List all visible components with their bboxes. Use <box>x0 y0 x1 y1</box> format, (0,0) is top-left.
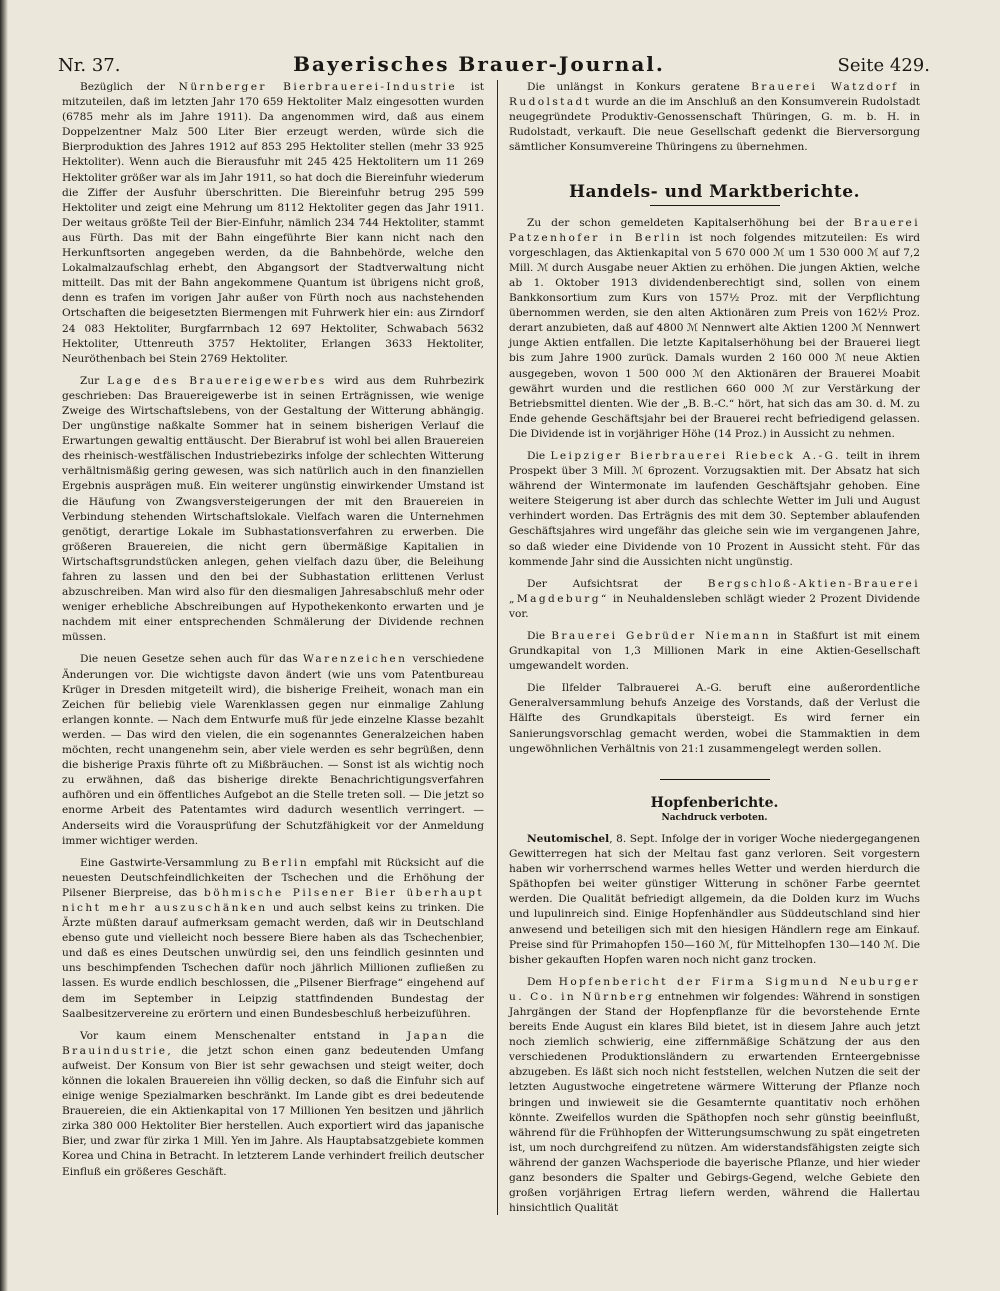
article-paragraph: Die neuen Gesetze sehen auch für das Warenzeichen verschiedene Änderungen vor. Die wichtigste davon ändert (wie uns vom Patentbureau Krüger in Dresden mitgeteilt wird), die bisherige Freiheit, wonach man ein Zeichen für beliebig viele Warenklassen gegen nur einmalige Zahlung erlangen konnte. — Nach dem Entwurfe muß für jede einzelne Klasse bezahlt werden. — Das wird den vielen, die ein sogenanntes Generalzeichen haben möchten, recht unangenehm sein, aber viele werden es sehr begrüßen, denn die bisherige Praxis führte oft zu Mißbräuchen. — Sonst ist als wichtig noch zu erwähnen, daß das bisherige direkte Benachrichtigungsverfahren aufhören und ein öffentliches Aufgebot an die Stelle treten soll. — Die jetzt so enorme Arbeit des Patentamtes wird dadurch wesentlich verringert. — Anderseits wird die Vorausprüfung der Schutzfähigkeit vor der Anmeldung immer wichtiger werden. <box>62 653 484 847</box>
spaced-emphasis: Berlin <box>261 856 310 869</box>
spaced-emphasis: Lage des Brauereigewerbes <box>107 374 327 387</box>
hop-reports-articles <box>509 832 920 1216</box>
spaced-emphasis: Japan <box>406 1029 450 1042</box>
column-divider <box>497 80 498 1215</box>
spaced-emphasis: Warenzeichen <box>303 653 408 666</box>
spaced-emphasis: Brauerei Watzdorf <box>751 81 899 93</box>
right-intro-articles <box>509 80 920 155</box>
article-paragraph: Zu der schon gemeldeten Kapitalserhöhung bei der Brauerei Patzenhofer in Berlin ist noch folgendes mitzuteilen: Es wird vorgeschlagen, das Aktienkapital von 5 670 000 ℳ um 1 530 000 ℳ auf 7,2 Mill. ℳ durch Ausgabe neuer Aktien zu erhöhen. Die jungen Aktien, welche ab 1. Oktober 1913 dividendenberechtigt sind, sollen von einem Bankkonsortium zum Kurs von 157½ Proz. mit der Verpflichtung übernommen werden, sie den alten Aktionären zum Preis von 162½ Proz. derart anzubieten, daß auf 4800 ℳ Nennwert alte Aktien 1200 ℳ Nennwert junge Aktien entfallen. Die letzte Kapitalserhöhung bei der Brauerei liegt bis zum Jahre 1900 zurück. Damals wurden 2 160 000 ℳ neue Aktien ausgegeben, wovon 1 500 000 ℳ den Aktionären der Brauerei Moabit gewährt wurden und die restlichen 660 000 ℳ zur Verstärkung der Betriebsmittel dienten. Wie der „B. B.-C.“ hört, hat sich das am 30. d. M. zu Ende gehende Geschäftsjahr bei der Brauerei recht befriedigend gelassen. Die Dividende ist in vorjähriger Höhe (14 Proz.) in Aussicht zu nehmen. <box>509 216 920 440</box>
article-paragraph: Der Aufsichtsrat der Bergschloß-Aktien-Brauerei „Magdeburg“ in Neuhaldensleben schlägt wieder 2 Prozent Dividende vor. <box>509 577 920 620</box>
page-header <box>58 46 930 76</box>
spaced-emphasis: Brauindustrie <box>62 1044 168 1057</box>
article-paragraph: Zur Lage des Brauereigewerbes wird aus dem Ruhrbezirk geschrieben: Das Brauereigewerbe ist in seinen Erträgnissen, wie wenige Zweige des Wirtschaftslebens, von der Gestaltung der Witterung abhängig. Der ungünstige naßkalte Sommer hat in seinem bisherigen Verlauf die Erwartungen gewaltig enttäuscht. Der Bierabruf ist wohl bei allen Brauereien des rheinisch-westfälischen Industriebezirks infolge der schlechten Witterung verhältnismäßig gering gewesen, was sich natürlich auch in den finanziellen Ergebnis ausprägen muß. Ein weiterer ungünstig einwirkender Umstand ist die Häufung von Zwangsversteigerungen der mit den Brauereien in Verbindung stehenden Wirtschaftslokale. Vielfach waren die Unternehmen genötigt, derartige Lokale im Subhastationsverfahren zu erwerben. Die größeren Brauereien, die nicht gern übermäßige Kapitalien in Wirtschaftsgrundstücken anlegen, gehen vielfach dazu über, die Beleihung fahren zu lassen und den bei der Subhastation erlittenen Verlust abzuschreiben. Man wird also für den diesmaligen Jahresabschluß mehr oder weniger erhebliche Abschreibungen auf Hypothekenkonto erwarten und je nachdem mit einer entsprechenden Schmälerung der Dividende rechnen müssen. <box>62 374 484 644</box>
trade-reports-articles <box>509 216 920 757</box>
page-binding-edge <box>0 0 8 1291</box>
spaced-emphasis: Bergschloß-Aktien-Brauerei „Magdeburg“ <box>509 577 920 605</box>
article-paragraph: Die Ilfelder Talbrauerei A.-G. beruft eine außerordentliche Generalversammlung behufs Anzeige des Vorstands, daß der Verlust die Hälfte des Grundkapitals übersteigt. Es wird ferner ein Sanierungsvorschlag gemacht werden, wobei die Stammaktien in dem ungewöhnlichen Verhältnis von 21:1 zusammengelegt werden sollen. <box>509 682 920 755</box>
spaced-emphasis: Rudolstadt <box>509 96 592 109</box>
left-column <box>62 80 484 1187</box>
spaced-emphasis: Hopfenbericht der Firma Sigmund Neuburger u. Co. in Nürnberg <box>509 975 920 1003</box>
page-number: Seite 429. <box>837 55 930 76</box>
spaced-emphasis: Brauerei Patzenhofer in Berlin <box>509 216 920 244</box>
journal-title: Bayerisches Brauer-Journal. <box>293 52 665 76</box>
article-paragraph: Die Brauerei Gebrüder Niemann in Staßfurt ist mit einem Grundkapital von 1,3 Millionen Mark in eine Aktien-Gesellschaft umgewandelt worden. <box>509 630 920 673</box>
spaced-emphasis: Brauerei Gebrüder Niemann <box>551 630 771 642</box>
issue-number: Nr. 37. <box>58 55 121 76</box>
article-paragraph: Eine Gastwirte-Versammlung zu Berlin empfahl mit Rücksicht auf die neuesten Deutschfeindlichkeiten der Tschechen und die Erhöhung der Pilsener Bierpreise, das böhmische Pilsener Bier überhaupt nicht mehr auszuschänken und auch selbst keins zu trinken. Die Ärzte müßten darauf aufmerksam gemacht werden, daß wir in Deutschland ebenso gute und vielleicht noch bessere Biere haben als das Tschechenbier, und daß es eines Deutschen unwürdig sei, den uns feindlich gesinnten und uns beschimpfenden Tschechen dafür noch jährlich Millionen zufließen zu lassen. Es wurde endlich beschlossen, die „Pilsener Bierfrage“ eingehend auf dem im September in Leipzig stattfindenden Bundestag der Saalbesitzervereine zu erörtern und einen Bundesbeschluß herbeizuführen. <box>62 856 485 1020</box>
spaced-emphasis: böhmische Pilsener Bier überhaupt nicht mehr auszuschänken <box>62 886 484 914</box>
section-title-hop-reports: Hopfenberichte. <box>650 794 779 811</box>
article-paragraph: Vor kaum einem Menschenalter entstand in Japan die Brauindustrie, die jetzt schon einen ganz bedeutenden Umfang aufweist. Der Konsum von Bier ist sehr gewachsen und steigt weiter, doch können die lokalen Brauereien ihn völlig decken, so daß die Einfuhr sich auf einige wenige Spezialmarken beschränkt. Im Lande gibt es drei bedeutende Brauereien, die ein Aktienkapital von 17 Millionen Yen besitzen und jährlich zirka 380 000 Hektoliter Bier herstellen. Auch exportiert wird das japanische Bier, und zwar für zirka 1 Mill. Yen im Jahre. Als Hauptabsatzgebiete kommen Korea und China in Betracht. In letzterem Lande verhindert freilich deutscher Einfluß ein größeres Geschäft. <box>62 1029 484 1178</box>
article-paragraph: Die Leipziger Bierbrauerei Riebeck A.-G. teilt in ihrem Prospekt über 3 Mill. ℳ 6prozent. Vorzugsaktien mit. Der Absatz hat sich während der Wintermonate im laufenden Geschäftsjahr gehoben. Eine weitere Steigerung ist aber durch das schlechte Wetter im Juli und August verhindert worden. Das Erträgnis des mit dem 30. September ablaufenden Geschäftsjahres wird ungefähr das gleiche sein wie im vergangenen Jahre, so daß wieder eine Dividende von 10 Prozent in Aussicht steht. Für das kommende Jahr sind die Aussichten nicht ungünstig. <box>509 449 920 568</box>
article-paragraph: Bezüglich der Nürnberger Bierbrauerei-Industrie ist mitzuteilen, daß im letzten Jahr 170 659 Hektoliter Malz eingesotten wurden (6785 mehr als im Jahre 1911). Da angenommen wird, daß aus einem Doppelzentner Malz 500 Liter Bier erzeugt werden, würde sich die Bierproduktion des Jahres 1912 auf 853 295 Hektoliter stellen (mehr 33 925 Hektoliter). Wenn auch die Bierausfuhr mit 245 425 Hektolitern um 11 269 Hektoliter größer war als im Jahr 1911, so hat doch die Biereinfuhr wiederum die Ziffer der Ausfuhr überschritten. Die Biereinfuhr betrug 295 599 Hektoliter und zeigt eine Mehrung um 8112 Hektoliter gegen das Jahr 1911. Der weitaus größte Teil der Bier-Einfuhr, nämlich 234 744 Hektoliter, stammt aus Fürth. Das mit der Bahn eingeführte Bier kann nicht nach den Herkunftsorten angegeben werden, da die Bahnbehörde, welche den Lokalmalzaufschlag erhebt, den Abgangsort der Stadtverwaltung nicht mitteilt. Das mit der Bahn angekommene Quantum ist übrigens nicht groß, denn es trafen im vorigen Jahr außer von Fürth noch aus nachstehenden Ortschaften die beigesetzten Biermengen mit Fuhrwerk hier ein: aus Zirndorf 24 083 Hektoliter, Burgfarrnbach 12 697 Hektoliter, Schwabach 5632 Hektoliter, Uttenreuth 3757 Hektoliter, Erlangen 3633 Hektoliter, Neuröthenbach bei Stein 2769 Hektoliter. <box>62 81 485 365</box>
section-title-trade-reports: Handels- und Marktberichte. <box>568 182 860 203</box>
spaced-emphasis: Leipziger Bierbrauerei Riebeck A.-G. <box>550 449 841 462</box>
section-rule <box>660 779 770 780</box>
spaced-emphasis: Nürnberger Bierbrauerei-Industrie <box>178 81 458 93</box>
reprint-notice: Nachdruck verboten. <box>661 812 768 823</box>
article-paragraph: Dem Hopfenbericht der Firma Sigmund Neuburger u. Co. in Nürnberg entnehmen wir folgendes: Während in sonstigen Jahrgängen der Stand der Hopfenpflanze für die bevorstehende Ernte bereits Ende August ein klares Bild bietet, ist in diesem Jahre auch jetzt noch ziemlich schwierig, eine ziffernmäßige Schätzung der aus den verschiedenen Produktionsländern zu erwartenden Ernteergebnisse abzugeben. Es läßt sich noch nicht feststellen, welchen Nutzen die seit der letzten Augustwoche eingetretene wärmere Witterung der Pflanze noch bringen und inwieweit sie die Gesamternte quantitativ noch erhöhen könnte. Zweifellos wurden die Späthopfen noch sehr günstig beeinflußt, während für die Frühhopfen der Witterungsumschwung zu spät eingetreten ist, um noch durchgreifend zu nützen. Am widerstandsfähigsten zeigte sich während der ganzen Wachsperiode die bayerische Pflanze, und hier wieder ganz besonders die Spalter und Gebirgs-Gegend, welche Gebiete den großen vorjährigen Ertrag liefern werden, während die Hallertau hinsichtlich Qualität <box>509 975 920 1215</box>
article-paragraph: Die unlängst in Konkurs geratene Brauerei Watzdorf in Rudolstadt wurde an die im Anschluß an den Konsumverein Rudolstadt neugegründete Produktiv-Genossenschaft Thüringen, G. m. b. H. in Rudolstadt, verkauft. Die neue Gesellschaft gedenkt die Bierversorgung sämtlicher Konsumvereine Thüringens zu übernehmen. <box>509 81 920 154</box>
dateline-place: Neutomischel <box>527 832 610 845</box>
article-paragraph: Neutomischel, 8. Sept. Infolge der in voriger Woche niedergegangenen Gewitterregen hat sich der Meltau fast ganz verloren. Seit vorgestern haben wir vorherrschend warmes helles Wetter und werden hierdurch die Späthopfen bei weiter günstiger Witterung in schöner Farbe geerntet werden. Die Qualität befriedigt allgemein, da die Dolden kurz im Wuchs und lupulinreich sind. Einige Hopfenhändler aus Süddeutschland sind hier anwesend und beteiligen sich mit den hiesigen Händlern rege am Einkauf. Preise sind für Primahopfen 150—160 ℳ, für Mittelhopfen 130—140 ℳ. Die bisher gekauften Hopfen waren noch nicht ganz trocken. <box>509 832 920 966</box>
right-column <box>509 80 920 1223</box>
section-rule <box>650 205 780 206</box>
